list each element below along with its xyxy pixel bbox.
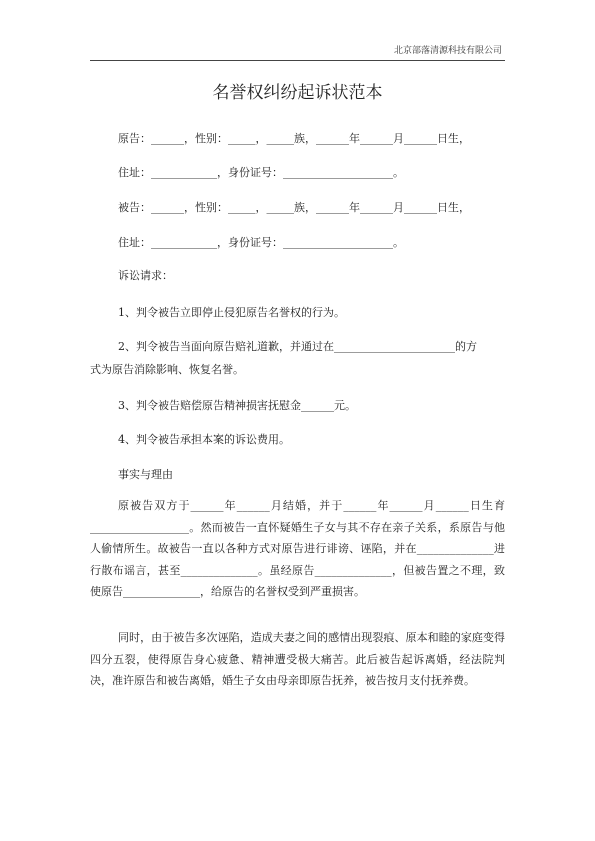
claim-item-continued: 式为原告消除影响、恢复名誉。	[90, 363, 244, 376]
claim-item: 1、判令被告立即停止侵犯原告名誉权的行为。	[118, 306, 345, 319]
plaintiff-info: 原告：______，性别：_____，_____族，______年______月______日生，	[118, 132, 470, 145]
facts-paragraph: 同时，由于被告多次诬陷，造成夫妻之间的感情出现裂痕、原本和睦的家庭变得四分五裂，使得原告身心疲惫、精神遭受极大痛苦。此后被告起诉离婚，经法院判决，准许原告和被告离婚，婚生子女由母亲即原告抚养，被告按月支付抚养费。	[90, 631, 505, 687]
facts-heading: 事实与理由	[118, 468, 173, 481]
defendant-info: 被告：______，性别：_____，_____族，______年______月______日生，	[118, 201, 470, 214]
plaintiff-address: 住址：____________，身份证号：____________________。	[118, 166, 404, 179]
header-divider	[90, 60, 505, 61]
company-name: 北京部落清源科技有限公司	[393, 46, 502, 56]
claim-item: 2、判令被告当面向原告赔礼道歉，并通过在______________________的方	[118, 340, 477, 353]
document-title: 名誉权纠纷起诉状范本	[212, 83, 383, 103]
claim-item: 3、判令被告赔偿原告精神损害抚慰金______元。	[118, 399, 356, 412]
facts-paragraph: 原被告双方于______年______月结婚，并于______年______月______日生育__________________。然而被告一直怀疑婚生子女与其不存在亲子关系，系原告与他人偷情所生。故被告一直以各种方式对原告进行诽谤、诬陷，并在______________进行散布谣言，甚至______________。虽经原告______________，但被告置之不理，致使原告______________，给原告的名誉权受到严重损害。	[90, 499, 505, 598]
claims-heading: 诉讼请求：	[118, 269, 173, 282]
defendant-address: 住址：____________，身份证号：____________________。	[118, 236, 404, 249]
claim-item: 4、判令被告承担本案的诉讼费用。	[118, 433, 290, 446]
